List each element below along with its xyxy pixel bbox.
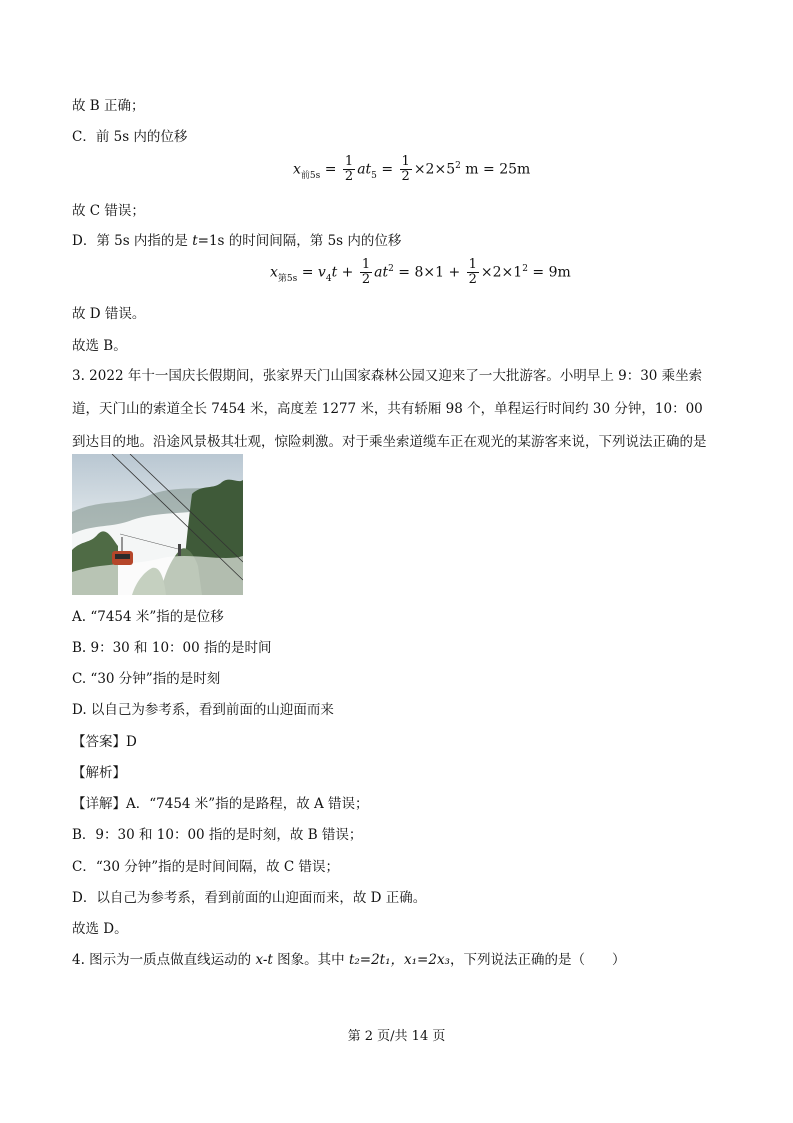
q4-mid: 图象。其中 <box>272 952 349 968</box>
formula1-lhs-sub: 前5s <box>300 170 321 181</box>
formula1-eq2: = <box>381 161 394 178</box>
formula2-frac2-num: 1 <box>468 257 477 272</box>
q4-post: ，下列说法正确的是（ ） <box>449 952 626 968</box>
d-post: =1s 的时间间隔，第 5s 内的位移 <box>197 233 402 249</box>
formula2-frac2 <box>467 258 479 287</box>
formula2-lhs-var: x <box>270 264 278 281</box>
q4-xt: x-t <box>255 952 273 968</box>
formula2-at2: at <box>374 264 389 281</box>
text-line-b-correct: 故 B 正确； <box>72 98 145 114</box>
formula2-at2-sup: 2 <box>388 263 394 274</box>
text-line-choose-b: 故选 B。 <box>72 338 127 354</box>
detail-d: D．以自己为参考系，看到前面的山迎面而来，故 D 正确。 <box>72 890 427 906</box>
q4-cond: t₂=2t₁，x₁=2x₃ <box>348 952 450 968</box>
text-line-d-fifth-second <box>72 232 401 250</box>
formula1-at: at <box>357 161 372 178</box>
d-pre: D．第 5s 内指的是 <box>72 233 193 249</box>
answer-label: 【答案】D <box>72 734 137 750</box>
detail-b: B．9：30 和 10：00 指的是时刻，故 B 错误； <box>72 827 363 843</box>
formula2-v: v <box>317 264 326 281</box>
formula1-eq: = <box>324 161 337 178</box>
choose-d: 故选 D。 <box>72 921 128 937</box>
formula1-frac2-num: 1 <box>401 154 410 169</box>
detail-c: C．“30 分钟”指的是时间间隔，故 C 错误； <box>72 859 340 875</box>
formula2-lhs-sub: 第5s <box>277 273 298 284</box>
page-footer: 第 2 页/共 14 页 <box>347 1029 446 1044</box>
formula1-at-sub: 5 <box>371 170 377 181</box>
formula1-frac-num: 1 <box>344 154 354 169</box>
text-line-d-wrong: 故 D 错误。 <box>72 306 146 322</box>
formula2-v-sub: 4 <box>325 273 332 284</box>
formula2-rhs-sup: 2 <box>522 263 528 274</box>
formula-fifth-second-displacement <box>270 258 571 287</box>
formula2-frac2-den: 2 <box>468 272 477 287</box>
formula2-rhs-tail: = 9m <box>527 264 571 281</box>
formula2-frac-num: 1 <box>361 257 371 272</box>
formula2-frac <box>360 258 372 287</box>
analysis-label: 【解析】 <box>72 765 126 781</box>
option-d: D. 以自己为参考系，看到前面的山迎面而来 <box>72 702 334 718</box>
option-b: B. 9：30 和 10：00 指的是时间 <box>72 640 272 656</box>
formula2-mid-expr: = 8×1 + <box>393 264 461 281</box>
formula1-frac2-den: 2 <box>401 169 410 184</box>
formula1-rhs-tail: m = 25m <box>460 161 531 178</box>
text-line-c-wrong: 故 C 错误； <box>72 203 145 219</box>
formula2-rhs-expr: ×2×1 <box>480 264 523 281</box>
text-line-c-displacement: C．前 5s 内的位移 <box>72 129 188 145</box>
formula1-rhs-expr: ×2×5 <box>413 161 456 178</box>
formula2-frac-den: 2 <box>361 272 371 287</box>
q4-pre: 4. 图示为一质点做直线运动的 <box>72 952 256 968</box>
formula1-frac2 <box>400 155 412 184</box>
cable-car-photo <box>72 454 243 595</box>
formula2-t: t + <box>331 264 354 281</box>
option-c: C. “30 分钟”指的是时刻 <box>72 671 221 687</box>
question-4-stem <box>72 951 625 969</box>
d-t-var: t <box>192 233 198 249</box>
formula2-eq: = <box>301 264 314 281</box>
detail-a: 【详解】A．“7454 米”指的是路程，故 A 错误； <box>72 796 369 812</box>
option-a: A. “7454 米”指的是位移 <box>72 609 224 625</box>
formula1-lhs-var: x <box>293 161 301 178</box>
formula1-frac <box>343 155 355 184</box>
formula1-rhs-sup: 2 <box>455 160 461 171</box>
question-3-stem: 3. 2022 年十一国庆长假期间，张家界天门山国家森林公园又迎来了一大批游客。小明早上 9：30 乘坐索道，天门山的索道全长 7454 米，高度差 1277 米，共有轿厢 98 个，单程运行时间约 30 分钟，10：00 到达目的地。沿途风景极其壮观，惊险刺激。对于乘坐索道缆车正在观光的某游客来说，下列说法正确的是 <box>72 368 707 450</box>
formula1-frac-den: 2 <box>344 169 354 184</box>
formula-first-5s-displacement <box>293 155 530 184</box>
